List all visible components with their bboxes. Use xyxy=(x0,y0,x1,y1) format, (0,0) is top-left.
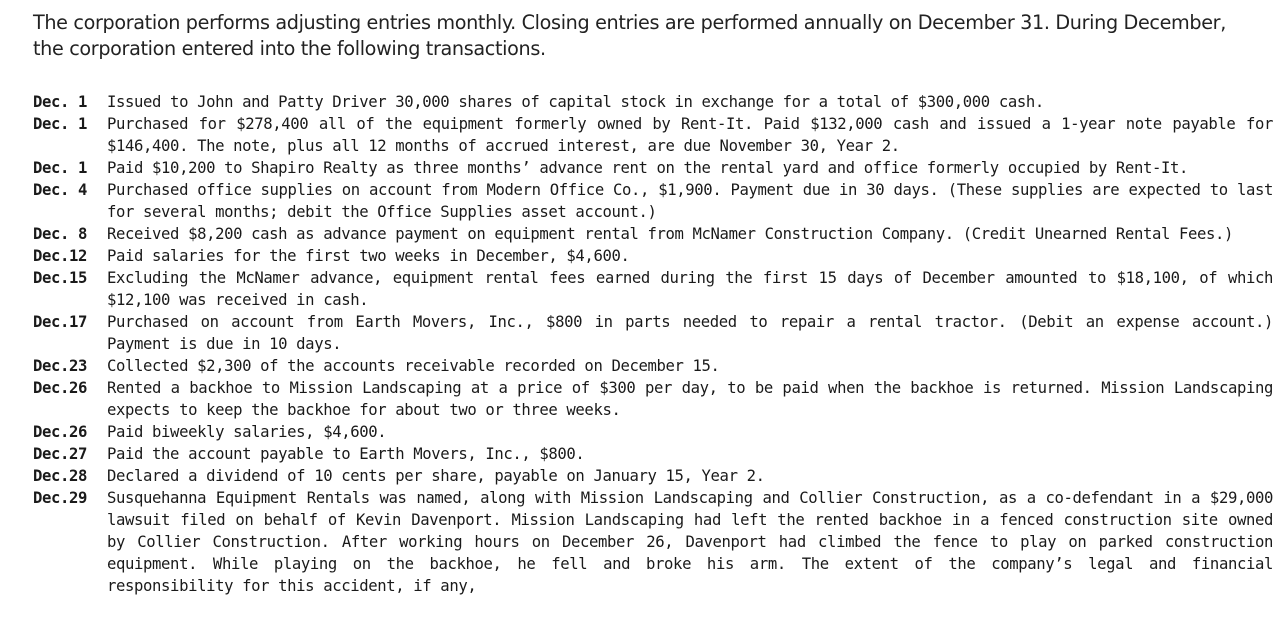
transaction-list xyxy=(33,91,1273,597)
transaction-date: Dec. 1 xyxy=(33,159,88,177)
transaction-date: Dec. 4 xyxy=(33,181,88,199)
transaction-item xyxy=(33,311,1273,355)
transaction-item xyxy=(33,91,1273,113)
transaction-date: Dec. 1 xyxy=(33,115,88,133)
transaction-item xyxy=(33,355,1273,377)
transaction-description: Purchased office supplies on account from Modern Office Co., $1,900. Payment due in 30 days. (These supplies are expected to last for several months; debit the Office Supplies asset account.) xyxy=(107,181,1273,221)
transaction-description: Received $8,200 cash as advance payment on equipment rental from McNamer Construction Company. (Credit Unearned Rental Fees.) xyxy=(107,225,1234,243)
transaction-date: Dec.26 xyxy=(33,379,88,397)
transaction-description: Collected $2,300 of the accounts receivable recorded on December 15. xyxy=(107,357,720,375)
transaction-description: Rented a backhoe to Mission Landscaping at a price of $300 per day, to be paid when the backhoe is returned. Mission Landscaping expects to keep the backhoe for about two or three weeks. xyxy=(107,379,1273,419)
transaction-description: Susquehanna Equipment Rentals was named, along with Mission Landscaping and Collier Construction, as a co-defendant in a $29,000 lawsuit filed on behalf of Kevin Davenport. Mission Landscaping had left the rented backhoe in a fenced construction site owned by Collier Construction. After working hours on December 26, Davenport had climbed the fence to play on parked construction equipment. While playing on the backhoe, he fell and broke his arm. The extent of the company’s legal and financial responsibility for this accident, if any, xyxy=(107,489,1273,595)
transaction-description: Purchased for $278,400 all of the equipment formerly owned by Rent-It. Paid $132,000 cash and issued a 1-year note payable for $146,400. The note, plus all 12 months of accrued interest, are due November 30, Year 2. xyxy=(107,115,1273,155)
transaction-item xyxy=(33,267,1273,311)
transaction-item xyxy=(33,443,1273,465)
transaction-item xyxy=(33,487,1273,597)
transaction-item xyxy=(33,157,1273,179)
transaction-item xyxy=(33,113,1273,157)
intro-paragraph: The corporation performs adjusting entries monthly. Closing entries are performed annually on December 31. During December, the corporation entered into the following transactions. xyxy=(33,11,1226,60)
transaction-item xyxy=(33,245,1273,267)
transaction-date: Dec. 1 xyxy=(33,93,88,111)
transaction-date: Dec.15 xyxy=(33,269,88,287)
transaction-date: Dec.28 xyxy=(33,467,88,485)
transaction-date: Dec.26 xyxy=(33,423,88,441)
transaction-description: Purchased on account from Earth Movers, Inc., $800 in parts needed to repair a rental tractor. (Debit an expense account.) Payment is due in 10 days. xyxy=(107,313,1273,353)
transaction-date: Dec.29 xyxy=(33,489,88,507)
transaction-date: Dec.27 xyxy=(33,445,88,463)
transaction-date: Dec.23 xyxy=(33,357,88,375)
transaction-item xyxy=(33,421,1273,443)
transaction-date: Dec.12 xyxy=(33,247,88,265)
transaction-description: Paid biweekly salaries, $4,600. xyxy=(107,423,387,441)
transaction-item xyxy=(33,179,1273,223)
transaction-date: Dec.17 xyxy=(33,313,88,331)
transaction-description: Paid the account payable to Earth Movers, Inc., $800. xyxy=(107,445,585,463)
transaction-description: Paid salaries for the first two weeks in December, $4,600. xyxy=(107,247,630,265)
transaction-item xyxy=(33,223,1273,245)
transaction-description: Issued to John and Patty Driver 30,000 shares of capital stock in exchange for a total of $300,000 cash. xyxy=(107,93,1044,111)
transaction-date: Dec. 8 xyxy=(33,225,88,243)
transaction-item xyxy=(33,465,1273,487)
transaction-description: Declared a dividend of 10 cents per share, payable on January 15, Year 2. xyxy=(107,467,765,485)
transaction-description: Excluding the McNamer advance, equipment rental fees earned during the first 15 days of December amounted to $18,100, of which $12,100 was received in cash. xyxy=(107,269,1273,309)
transaction-item xyxy=(33,377,1273,421)
transaction-description: Paid $10,200 to Shapiro Realty as three months’ advance rent on the rental yard and office formerly occupied by Rent-It. xyxy=(107,159,1188,177)
